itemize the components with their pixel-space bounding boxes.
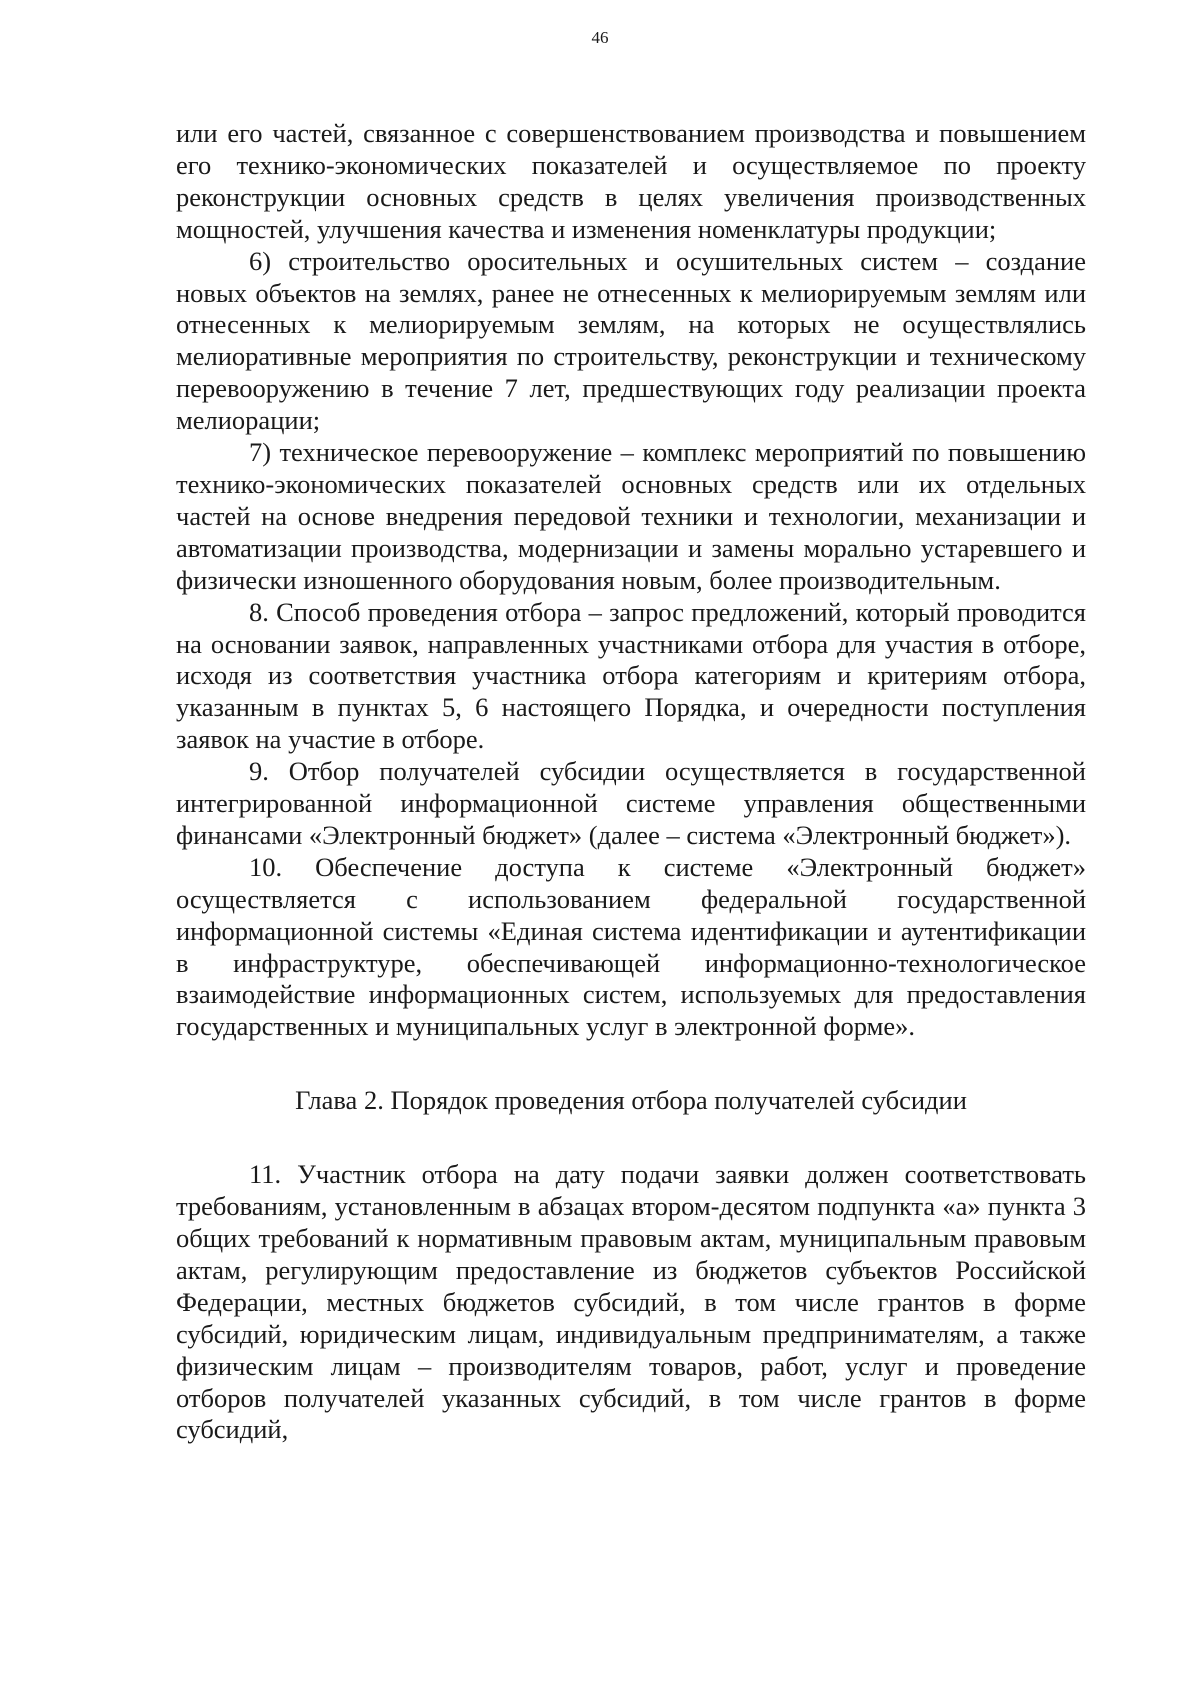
paragraph-9: 9. Отбор получателей субсидии осуществляется в государственной интегрированной информационной системе управления общественными финансами «Электронный бюджет» (далее – система «Электронный бюджет»). [176, 756, 1086, 850]
paragraph-10: 10. Обеспечение доступа к системе «Электронный бюджет» осуществляется с использованием федеральной государственной информационной системы «Единая система идентификации и аутентификации в инфраструктуре, обеспечивающей информационно-технологическое взаимодействие информационных систем, используемых для предоставления государственных и муниципальных услуг в электронной форме». [176, 851, 1086, 1042]
document-body [176, 118, 1086, 1446]
paragraph-11: 11. Участник отбора на дату подачи заявки должен соответствовать требованиям, установленным в абзацах втором-десятом подпункта «а» пункта 3 общих требований к нормативным правовым актам, муниципальным правовым актам, регулирующим предоставление из бюджетов субъектов Российской Федерации, местных бюджетов субсидий, в том числе грантов в форме субсидий, юридическим лицам, индивидуальным предпринимателям, а также физическим лицам – производителям товаров, работ, услуг и проведение отборов получателей указанных субсидий, в том числе грантов в форме субсидий, [176, 1159, 1086, 1445]
chapter-heading: Глава 2. Порядок проведения отбора получателей субсидии [295, 1085, 967, 1116]
page-number: 46 [591, 28, 609, 47]
paragraph-item-7: 7) техническое перевооружение – комплекс мероприятий по повышению технико-экономических показателей основных средств или их отдельных частей на основе внедрения передовой техники и технологии, механизации и автоматизации производства, модернизации и замены морально устаревшего и физически изношенного оборудования новым, более производительным. [176, 437, 1086, 595]
paragraph-8: 8. Способ проведения отбора – запрос предложений, который проводится на основании заявок, направленных участниками отбора для участия в отборе, исходя из соответствия участника отбора категориям и критериям отбора, указанным в пунктах 5, 6 настоящего Порядка, и очередности поступления заявок на участие в отборе. [176, 596, 1086, 755]
paragraph-continuation: или его частей, связанное с совершенствованием производства и повышением его технико-экономических показателей и осуществляемое по проекту реконструкции основных средств в целях увеличения производственных мощностей, улучшения качества и изменения номенклатуры продукции; [176, 118, 1086, 244]
paragraph-item-6: 6) строительство оросительных и осушительных систем – создание новых объектов на землях, ранее не отнесенных к мелиорируемым землям или отнесенных к мелиорируемым землям, на которых не осуществлялись мелиоративные мероприятия по строительству, реконструкции и техническому перевооружению в течение 7 лет, предшествующих году реализации проекта мелиорации; [176, 245, 1086, 436]
